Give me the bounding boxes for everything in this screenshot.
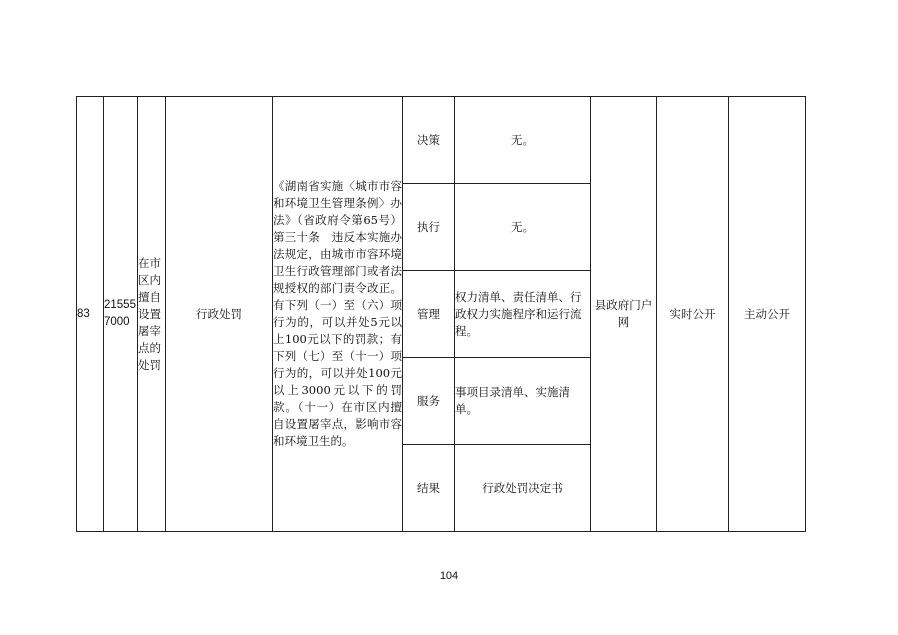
stage-label: 管理 [403,271,455,358]
stage-label: 决策 [403,97,455,184]
row-index: 83 [77,97,104,532]
stage-content: 行政处罚决定书 [455,445,591,532]
item-category: 行政处罚 [166,97,273,532]
disclosure-channel: 县政府门户网 [591,97,657,532]
item-name: 在市区内擅自设置屠宰点的处罚 [138,97,166,532]
table-row [77,97,806,184]
disclosure-timeliness: 实时公开 [657,97,729,532]
legal-basis: 《湖南省实施〈城市市容和环境卫生管理条例〉办法》（省政府令第65号）第三十条 违反本实施办法规定，由城市市容环境卫生行政管理部门或者法规授权的部门责令改正。有下列（一）至（六）项行为的，可以并处5元以上100元以下的罚款；有下列（七）至（十一）项行为的，可以并处100元以上3000元以下的罚款。（十一）在市区内擅自设置屠宰点，影响市容和环境卫生的。 [273,97,403,532]
stage-content: 无。 [455,97,591,184]
disclosure-method: 主动公开 [729,97,806,532]
stage-label: 服务 [403,358,455,445]
stage-label: 执行 [403,184,455,271]
page-number: 104 [439,570,459,582]
stage-content: 事项目录清单、实施清单。 [455,358,591,445]
stage-content: 无。 [455,184,591,271]
stage-content: 权力清单、责任清单、行政权力实施程序和运行流程。 [455,271,591,358]
item-code: 215557000 [104,97,138,532]
stage-label: 结果 [403,445,455,532]
disclosure-table [76,96,806,532]
